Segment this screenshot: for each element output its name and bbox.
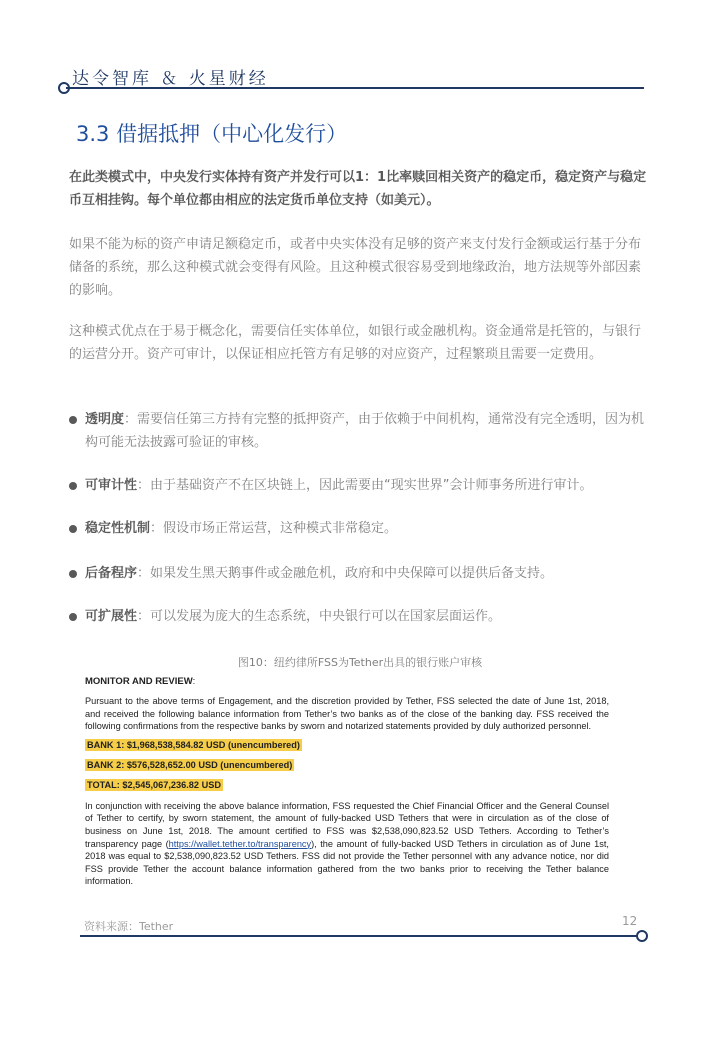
bullet-term: 稳定性机制: [85, 521, 151, 536]
bullet-text: ：由于基础资产不在区块链上，因此需要由“现实世界”会计师事务所进行审计。: [137, 478, 593, 493]
bullet-text: ：假设市场正常运营，这种模式非常稳定。: [150, 521, 398, 536]
figure-heading-suffix: :: [192, 676, 196, 687]
bullet-item: [69, 408, 649, 454]
bullet-text: ：可以发展为庞大的生态系统，中央银行可以在国家层面运作。: [137, 609, 502, 624]
risk-paragraph: 如果不能为标的资产申请足额稳定币，或者中央实体没有足够的资产来支付发行金额或运行基于分布储备的系统，那么这种模式就会变得有风险。且这种模式很容易受到地缘政治，地方法规等外部因素的影响。: [69, 237, 642, 298]
source-note: 资料来源：Tether: [84, 920, 174, 933]
bullet-dot-icon: [69, 416, 77, 424]
bullet-text: ：如果发生黑天鹅事件或金融危机，政府和中央保障可以提供后备支持。: [137, 566, 554, 581]
bullet-text: ：需要信任第三方持有完整的抵押资产，由于依赖于中间机构，通常没有完全透明，因为机构可能无法披露可验证的审核。: [85, 412, 645, 450]
bullet-item: [69, 474, 649, 497]
bank2-highlight: BANK 2: $576,528,652.00 USD (unencumbered): [87, 759, 293, 770]
figure-heading-text: MONITOR AND REVIEW: [85, 676, 193, 687]
bullet-dot-icon: [69, 482, 77, 490]
section-title: 3.3 借据抵押（中心化发行）: [76, 122, 348, 146]
bullet-dot-icon: [69, 525, 77, 533]
bullet-term: 透明度: [85, 412, 125, 427]
figure-paragraph-1: Pursuant to the above terms of Engagement, and the discretion provided by Tether, FSS selected the date of June 1st, 2018, and received the following balance information from Tether’s two banks as of the close of the banking day. FSS received the following confirmations from the respective banks by sworn and notarized statements provided by duly authorized personnel.: [85, 696, 609, 732]
figure-caption: 图10：纽约律所FSS为Tether出具的银行账户审核: [237, 656, 483, 669]
bullet-dot-icon: [69, 570, 77, 578]
advantage-paragraph: 这种模式优点在于易于概念化，需要信任实体单位，如银行或金融机构。资金通常是托管的，与银行的运营分开。资产可审计，以保证相应托管方有足够的对应资产，过程繁琐且需要一定费用。: [69, 324, 642, 362]
figure-document-excerpt: [85, 676, 609, 888]
figure-paragraph-2-b: ), the amount of fully-backed USD Tethers in circulation as of June 1st, 2018 was equal to $2,538,090,823.52 USD Tethers. FSS did not provide the Tether personnel with any advance notice, nor did FSS provide Tether the account balance information gathered from the two banks prior to receiving the Tether balance information.: [85, 838, 609, 887]
bullet-term: 可审计性: [85, 478, 138, 493]
figure-paragraph-2: [85, 800, 609, 888]
footer-rule: [80, 935, 638, 937]
bullet-item: [69, 517, 649, 540]
bullet-dot-icon: [69, 613, 77, 621]
header-title: 达令智库 ＆ 火星财经: [72, 69, 269, 89]
figure-paragraph-2-a: In conjunction with receiving the above balance information, FSS requested the Chief Financial Officer and the General Counsel of Tether to certify, by sworn statement, the amount of fully-backed USD Tethers that were in circulation as of the close of business on June 1st, 2018. The amount certified to FSS was $2,538,090,823.52 USD Tethers. According to Tether’s transparency page (: [85, 800, 609, 849]
bank1-highlight: BANK 1: $1,968,538,584.82 USD (unencumbered): [87, 739, 300, 750]
transparency-link[interactable]: https://wallet.tether.to/transparency: [168, 838, 312, 849]
bullet-item: [69, 605, 649, 628]
bullet-term: 后备程序: [85, 566, 138, 581]
bullet-item: [69, 562, 649, 585]
intro-paragraph: 在此类模式中，中央发行实体持有资产并发行可以1：1比率赎回相关资产的稳定币，稳定资产与稳定币互相挂钩。每个单位都由相应的法定货币单位支持（如美元）。: [69, 170, 647, 208]
footer-circle-ornament: [636, 930, 648, 942]
figure-heading: [85, 676, 609, 687]
total-highlight: TOTAL: $2,545,067,236.82 USD: [87, 779, 221, 790]
page-number: 12: [622, 914, 638, 928]
bullet-term: 可扩展性: [85, 609, 138, 624]
